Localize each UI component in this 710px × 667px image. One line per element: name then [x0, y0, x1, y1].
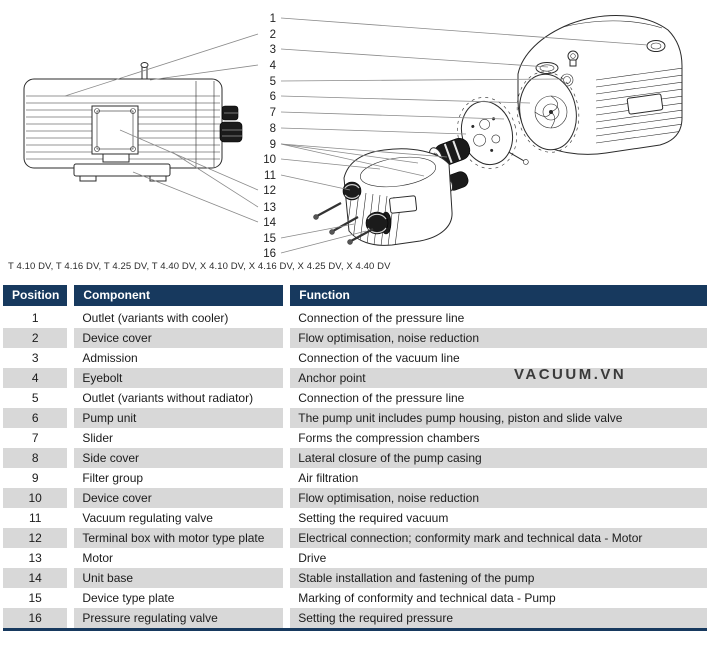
cell-component: Pump unit: [67, 408, 283, 428]
cell-position: 4: [3, 368, 67, 388]
leader-line-15: [281, 224, 354, 238]
cell-position: 10: [3, 488, 67, 508]
callout-number-10: 10: [263, 154, 276, 166]
table-row: [3, 588, 707, 608]
vacuum-vn-watermark: VACUUM.VN: [514, 366, 627, 383]
cell-function: Flow optimisation, noise reduction: [283, 488, 707, 508]
callout-number-3: 3: [269, 44, 276, 56]
cell-component: Side cover: [67, 448, 283, 468]
cell-function: Air filtration: [283, 468, 707, 488]
cell-position: 2: [3, 328, 67, 348]
cell-component: Terminal box with motor type plate: [67, 528, 283, 548]
callout-number-7: 7: [269, 107, 276, 119]
device-cover: [343, 149, 452, 246]
cell-function: Connection of the vacuum line: [283, 348, 707, 368]
leader-line-8: [281, 128, 466, 134]
callout-number-11: 11: [264, 170, 276, 182]
cell-function: Connection of the pressure line: [283, 388, 707, 408]
terminal-box: [92, 106, 138, 162]
cell-component: Filter group: [67, 468, 283, 488]
callout-number-6: 6: [269, 91, 276, 103]
cell-function: Lateral closure of the pump casing: [283, 448, 707, 468]
table-row: [3, 508, 707, 528]
cell-position: 8: [3, 448, 67, 468]
cell-position: 11: [28, 511, 42, 525]
cell-function: Flow optimisation, noise reduction: [283, 328, 707, 348]
cell-position: 14: [3, 568, 67, 588]
cell-component: Pressure regulating valve: [67, 608, 283, 628]
table-row: [3, 568, 707, 588]
callout-number-8: 8: [269, 123, 276, 135]
table-row: [3, 528, 707, 548]
table-row: [3, 308, 707, 328]
side-cover-disc: [450, 90, 529, 180]
cell-function: The pump unit includes pump housing, piston and slide valve: [283, 408, 707, 428]
callout-number-16: 16: [263, 248, 276, 258]
table-row: [3, 488, 707, 508]
vacuum-regulating-valve-knob: [343, 182, 361, 200]
cell-position: 5: [31, 391, 39, 405]
cell-function: Electrical connection; conformity mark and technical data - Motor: [283, 528, 707, 548]
callout-number-5: 5: [269, 76, 276, 88]
cell-position: 15: [28, 591, 42, 605]
cell-position: 7: [31, 431, 39, 445]
exploded-view-diagram: [0, 0, 710, 258]
cell-component: Outlet (variants with cooler): [67, 308, 283, 328]
table-row: [3, 448, 707, 468]
unit-base: [74, 164, 170, 181]
leader-line-3: [281, 49, 548, 67]
cell-position: 16: [3, 608, 67, 628]
callout-number-4: 4: [269, 60, 276, 72]
parts-table: [3, 285, 707, 631]
header-function: Function: [283, 285, 707, 308]
table-row: [3, 408, 707, 428]
header-component: Component: [67, 285, 283, 308]
cell-position: 6: [3, 408, 67, 428]
header-position: Position: [3, 285, 67, 308]
cell-position: 9: [31, 471, 39, 485]
callout-number-9: 9: [269, 139, 276, 151]
outlet-port: [647, 41, 665, 52]
leader-line-16: [281, 231, 366, 253]
cell-function: Setting the required vacuum: [283, 508, 707, 528]
cell-component: Device cover: [67, 328, 283, 348]
table-row: [3, 348, 707, 368]
left-pump-drawing: [24, 63, 242, 182]
cell-function: Anchor point: [283, 368, 707, 388]
leader-line-4: [150, 65, 258, 80]
model-caption: T 4.10 DV, T 4.16 DV, T 4.25 DV, T 4.40 DV, X 4.10 DV, X 4.16 DV, X 4.25 DV, X 4.40 DV: [8, 261, 391, 272]
cell-component: Device type plate: [67, 588, 283, 608]
cell-function: Marking of conformity and technical data - Pump: [283, 588, 707, 608]
callout-number-12: 12: [263, 185, 276, 197]
leader-line-11: [281, 175, 350, 190]
cell-position: 3: [31, 351, 39, 365]
callout-number-15: 15: [263, 233, 276, 245]
cell-component: Outlet (variants without radiator): [67, 388, 283, 408]
callout-number-13: 13: [263, 202, 276, 214]
cell-function: Forms the compression chambers: [283, 428, 707, 448]
callout-number-1: 1: [269, 13, 276, 25]
leader-line-14: [133, 172, 258, 222]
cell-position: 12: [3, 528, 67, 548]
cell-component: Device cover: [67, 488, 283, 508]
cell-component: Vacuum regulating valve: [67, 508, 283, 528]
cell-component: Motor: [67, 548, 283, 568]
cell-function: Setting the required pressure: [283, 608, 707, 628]
admission-port: [536, 63, 558, 74]
table-row: [3, 388, 707, 408]
cell-position: 1: [31, 311, 39, 325]
table-row: [3, 468, 707, 488]
table-row: [3, 608, 707, 628]
table-row: [3, 428, 707, 448]
cell-function: Connection of the pressure line: [283, 308, 707, 328]
cell-component: Unit base: [67, 568, 283, 588]
cell-component: Eyebolt: [67, 368, 283, 388]
cell-position: 13: [28, 551, 42, 565]
table-row: [3, 328, 707, 348]
table-header-row: [3, 285, 707, 308]
callout-number-14: 14: [263, 217, 276, 229]
cell-component: Slider: [67, 428, 283, 448]
callout-number-2: 2: [269, 29, 276, 41]
cell-component: Admission: [67, 348, 283, 368]
device-type-plate: [389, 196, 416, 214]
cell-function: Stable installation and fastening of the pump: [283, 568, 707, 588]
table-row: [3, 548, 707, 568]
left-pump-knobs: [220, 106, 242, 142]
cell-function: Drive: [283, 548, 707, 568]
leader-line-6: [281, 96, 530, 103]
parts-table-wrap: [3, 285, 707, 631]
